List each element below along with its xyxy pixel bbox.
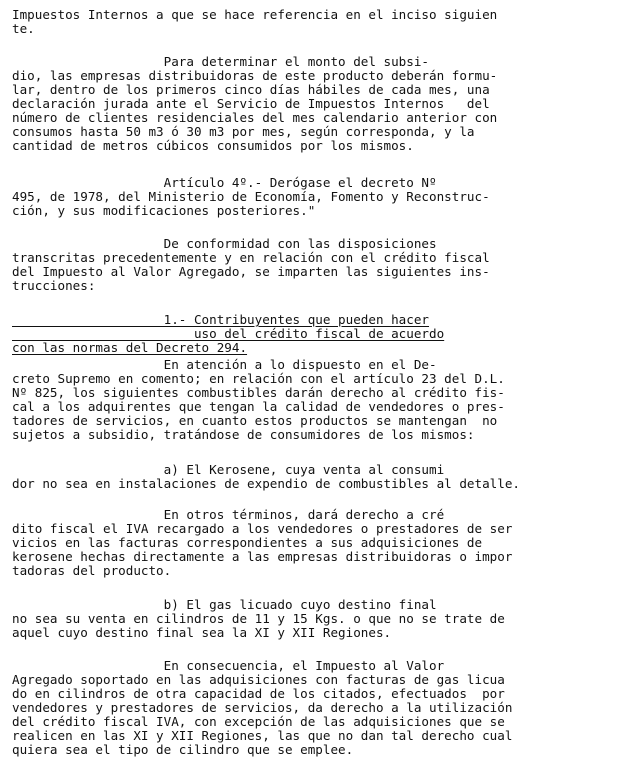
text-line: dito fiscal el IVA recargado a los vendedores o prestadores de ser: [12, 521, 513, 536]
text-line: aquel cuyo destino final sea la XI y XII Regiones.: [12, 625, 392, 640]
text-line: no sea su venta en cilindros de 11 y 15 Kgs. o que no se trate de: [12, 611, 505, 626]
text-line: do en cilindros de otra capacidad de los citados, efectuados por: [12, 686, 505, 701]
text-line: trucciones:: [12, 278, 96, 293]
text-line: dio, las empresas distribuidoras de este producto deberán formu-: [12, 68, 498, 83]
text-line: transcritas precedentemente y en relación con el crédito fiscal: [12, 250, 490, 265]
text-line: número de clientes residenciales del mes calendario anterior con: [12, 110, 498, 125]
text-line: Agregado soportado en las adquisiciones con facturas de gas licua: [12, 672, 505, 687]
text-line: cal a los adquirentes que tengan la calidad de vendedores o pres-: [12, 399, 505, 414]
text-line: vendedores y prestadores de servicios, da derecho a la utilización: [12, 700, 513, 715]
text-line: 495, de 1978, del Ministerio de Economía, Fomento y Reconstruc-: [12, 189, 490, 204]
text-line: sujetos a subsidio, tratándose de consumidores de los mismos:: [12, 427, 475, 442]
text-line: creto Supremo en comento; en relación con el artículo 23 del D.L.: [12, 371, 505, 386]
text-line: De conformidad con las disposiciones: [12, 236, 437, 251]
text-line: consumos hasta 50 m3 ó 30 m3 por mes, según corresponda, y la: [12, 124, 475, 139]
text-line: b) El gas licuado cuyo destino final: [12, 597, 437, 612]
text-line: En atención a lo dispuesto en el De-: [12, 357, 437, 372]
text-line: tadores de servicios, en cuanto estos productos se mantengan no: [12, 413, 498, 428]
text-line: realicen en las XI y XII Regiones, las que no dan tal derecho cual: [12, 728, 513, 743]
text-line: kerosene hechas directamente a las empresas distribuidoras o impor: [12, 549, 513, 564]
text-line: a) El Kerosene, cuya venta al consumi: [12, 462, 445, 477]
text-line: quiera sea el tipo de cilindro que se emplee.: [12, 742, 354, 757]
text-line: tadoras del producto.: [12, 563, 172, 578]
text-line: te.: [12, 21, 35, 36]
text-line: En consecuencia, el Impuesto al Valor: [12, 658, 445, 673]
section-heading-line: uso del crédito fiscal de acuerdo: [12, 326, 445, 341]
section-heading-line: con las normas del Decreto 294.: [12, 340, 248, 355]
text-line: En otros términos, dará derecho a cré: [12, 507, 445, 522]
text-line: declaración jurada ante el Servicio de Impuestos Internos del: [12, 96, 490, 111]
text-line: cantidad de metros cúbicos consumidos por los mismos.: [12, 138, 414, 153]
text-line: Impuestos Internos a que se hace referencia en el inciso siguien: [12, 7, 498, 22]
text-line: ción, y sus modificaciones posteriores.": [12, 203, 316, 218]
text-line: lar, dentro de los primeros cinco días hábiles de cada mes, una: [12, 82, 490, 97]
text-line: del Impuesto al Valor Agregado, se imparten las siguientes ins-: [12, 264, 490, 279]
text-line: Para determinar el monto del subsi-: [12, 54, 430, 69]
text-line: del crédito fiscal IVA, con excepción de las adquisiciones que se: [12, 714, 505, 729]
text-line: dor no sea en instalaciones de expendio de combustibles al detalle.: [12, 476, 520, 491]
text-line: Nº 825, los siguientes combustibles darán derecho al crédito fis-: [12, 385, 505, 400]
text-line: vicios en las facturas correspondientes a sus adquisiciones de: [12, 535, 483, 550]
section-heading-line: 1.- Contribuyentes que pueden hacer: [12, 312, 430, 327]
text-line: Artículo 4º.- Derógase el decreto Nº: [12, 175, 437, 190]
